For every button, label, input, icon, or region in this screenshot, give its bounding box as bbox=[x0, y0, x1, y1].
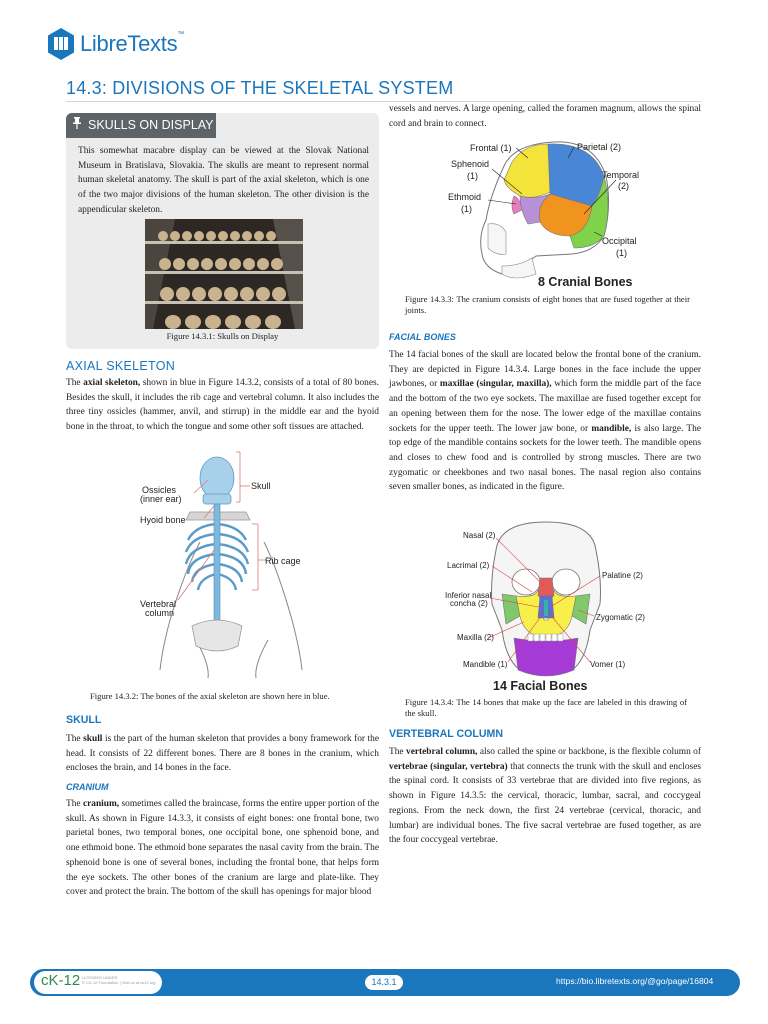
label-parietal: Parietal (2) bbox=[577, 142, 622, 152]
label-maxilla: Maxilla (2) bbox=[457, 633, 494, 642]
label-hyoid-bone: Hyoid bone bbox=[140, 515, 186, 525]
page-url-link[interactable]: https://bio.libretexts.org/@go/page/16804 bbox=[556, 976, 714, 986]
cranium-text-pre: The bbox=[66, 799, 83, 809]
axial-text-pre: The bbox=[66, 378, 84, 388]
label-occipital-count: (1) bbox=[616, 248, 627, 258]
label-ossicles: Ossicles bbox=[142, 485, 177, 495]
vertebral-text-post: that connects the trunk with the skull and encloses the spinal cord. It consists of 33 vertebrae that are divided into five regions, as shown in Figure 14.3.5: the cervical, thoracic, lumbar, sacral, and coccygeal regions. From the neck down, the first 24 vertebrae (cervical, thoracic, and lumbar) are individual bones. The five sacral vertebrae are fused together, as are the four coccygeal vertebrae. bbox=[389, 761, 702, 846]
facial-text-pre: The 14 facial bones of the skull are located below the frontal bone of the cranium. They are depicted in Figure 14.3.4. Large bones in the face include the upper jawbones, or bbox=[389, 350, 701, 390]
axial-text-post: shown in blue in Figure 14.3.2, consists of a total of 80 bones. Besides the skull, it includes the rib cage and vertebral column. It also includes the three tiny ossicles (hammer, anvil, and stirrup) in the middle ear and the hyoid bone in the throat, to which the tongue and some other soft tissues are attached. bbox=[66, 378, 379, 433]
ck12-badge[interactable] bbox=[34, 971, 162, 994]
brand-name: LibreTexts bbox=[80, 31, 178, 56]
axial-figure-caption: Figure 14.3.2: The bones of the axial skeleton are shown here in blue. bbox=[90, 691, 330, 701]
label-skull: Skull bbox=[251, 481, 271, 491]
label-temporal: Temporal bbox=[602, 170, 640, 180]
vertebral-column-heading: VERTEBRAL COLUMN bbox=[389, 728, 503, 740]
callout-body: This somewhat macabre display can be viewed at the Slovak National Museum in Bratislava, Slovakia. The skulls are meant to represent normal human skeletal anatomy. The skull is part of the axial skeleton, which is one of the two major divisions of the human skeleton. The other division is the appendicular skeleton. bbox=[78, 146, 369, 215]
cranium-text-post: sometimes called the braincase, forms the entire upper portion of the skull. As shown in Figure 14.3.3, it consists of eight bones: one frontal bone, two parietal bones, two temporal bones, one occipital bone, one sphenoid bone, and one ethmoid bone. The ethmoid bone separates the nasal cavity from the brain. The sphenoid bone is one of several bones, including the frontal bone, that helps form the eye sockets. The other bones of the cranium are large and plate-like. They cover and protect the brain. The bottom of the skull has openings for major blood bbox=[66, 799, 380, 898]
label-ethmoid-count: (1) bbox=[461, 204, 472, 214]
callout-title: SKULLS ON DISPLAY bbox=[88, 118, 214, 132]
facial-text-post: is also large. The top edge of the mandible contains sockets for the lower teeth. The mandible opens and closes to chew food and is controlled by strong muscles. There are two zygomatic or cheekbones and two nasal bones. The nasal region also contains seven smaller bones, as indicated in the figure. bbox=[389, 423, 702, 493]
vertebral-text-mid: also called the spine or backbone, is the flexible column of bbox=[477, 747, 701, 757]
license-line-2: © CK-12 Foundation | Visit us at ck12.org bbox=[82, 980, 156, 985]
facial-figure-title: 14 Facial Bones bbox=[493, 679, 588, 693]
cranium-paragraph bbox=[66, 797, 379, 900]
axial-term: axial skeleton, bbox=[83, 378, 141, 388]
callout-box bbox=[66, 113, 379, 349]
label-sphenoid-count: (1) bbox=[467, 171, 478, 181]
label-inner-ear: (inner ear) bbox=[140, 494, 182, 504]
label-vertebral: Vertebral bbox=[140, 599, 177, 609]
skull-term: skull bbox=[83, 734, 103, 744]
label-inferior-nasal: Inferior nasal bbox=[445, 591, 492, 600]
label-zygomatic: Zygomatic (2) bbox=[596, 613, 645, 622]
libretexts-wordmark bbox=[80, 31, 184, 57]
ck12-license bbox=[82, 975, 156, 985]
libretexts-logo[interactable] bbox=[46, 26, 184, 62]
cranial-figure-title: 8 Cranial Bones bbox=[538, 275, 633, 289]
skulls-display-photo bbox=[145, 219, 303, 329]
skull-heading: SKULL bbox=[66, 714, 102, 726]
label-mandible: Mandible (1) bbox=[463, 660, 508, 669]
vertebral-column-paragraph bbox=[389, 745, 701, 848]
label-concha: concha (2) bbox=[450, 599, 488, 608]
vertebral-term-vertebrae: vertebrae (singular, vertebra) bbox=[389, 761, 508, 772]
label-vomer: Vomer (1) bbox=[590, 660, 626, 669]
facial-bones-heading: FACIAL BONES bbox=[389, 332, 456, 342]
label-lacrimal: Lacrimal (2) bbox=[447, 561, 490, 570]
skull-text-pre: The bbox=[66, 734, 84, 744]
callout-figure-caption: Figure 14.3.1: Skulls on Display bbox=[166, 331, 279, 341]
facial-text-mid: which form the middle part of the face and the bottom of the two eye sockets. The maxillae are fused together except for an opening between them for the nose. The lower edge of the maxillae contains sockets for the upper teeth. The lower jaw bone, or bbox=[389, 379, 701, 434]
vertebral-term-column: vertebral column, bbox=[406, 747, 478, 757]
skull-text-post: is the part of the human skeleton that provides a bony framework for the head. It consists of 22 different bones. There are 8 bones in the cranium, which encloses the brain, and 14 bones in the face. bbox=[66, 734, 379, 774]
axial-skeleton-paragraph bbox=[66, 376, 379, 435]
cranium-paragraph-continued: vessels and nerves. A large opening, called the foramen magnum, allows the spinal cord and brain to connect. bbox=[389, 104, 701, 129]
page-number: 14.3.1 bbox=[365, 975, 403, 990]
label-sphenoid: Sphenoid bbox=[451, 159, 490, 169]
label-occipital: Occipital bbox=[602, 236, 637, 246]
libretexts-logo-icon bbox=[46, 27, 76, 61]
vertebral-text-pre: The bbox=[389, 747, 406, 757]
cranial-figure-caption: Figure 14.3.3: The cranium consists of eight bones that are fused together at their joints. bbox=[405, 294, 690, 315]
facial-bones-paragraph bbox=[389, 348, 701, 495]
facial-figure-caption: Figure 14.3.4: The 14 bones that make up the face are labeled in this drawing of the skull. bbox=[405, 697, 687, 718]
facial-term-maxillae: maxillae (singular, maxilla), bbox=[439, 379, 552, 390]
page-title: 14.3: DIVISIONS OF THE SKELETAL SYSTEM bbox=[66, 78, 454, 98]
label-rib-cage: Rib cage bbox=[265, 556, 301, 566]
label-frontal: Frontal (1) bbox=[470, 143, 512, 153]
license-line-1: LICENSED UNDER bbox=[82, 975, 118, 980]
label-palatine: Palatine (2) bbox=[602, 571, 643, 580]
ck12-logo: cK-12 bbox=[41, 972, 81, 989]
facial-term-mandible: mandible, bbox=[591, 423, 632, 434]
cranium-heading: CRANIUM bbox=[66, 782, 109, 792]
facial-bones-figure bbox=[440, 520, 670, 696]
axial-skeleton-figure bbox=[130, 450, 330, 678]
cranium-term: cranium, bbox=[82, 799, 120, 809]
label-column: column bbox=[145, 608, 175, 618]
label-nasal: Nasal (2) bbox=[463, 531, 496, 540]
skull-paragraph bbox=[66, 732, 379, 776]
brand-trademark: ™ bbox=[177, 31, 184, 38]
axial-skeleton-heading: AXIAL SKELETON bbox=[66, 359, 176, 373]
cranial-bones-figure bbox=[444, 136, 654, 290]
callout-header bbox=[66, 113, 216, 138]
pin-icon bbox=[72, 117, 82, 129]
label-ethmoid: Ethmoid bbox=[448, 192, 482, 202]
label-temporal-count: (2) bbox=[618, 181, 629, 191]
